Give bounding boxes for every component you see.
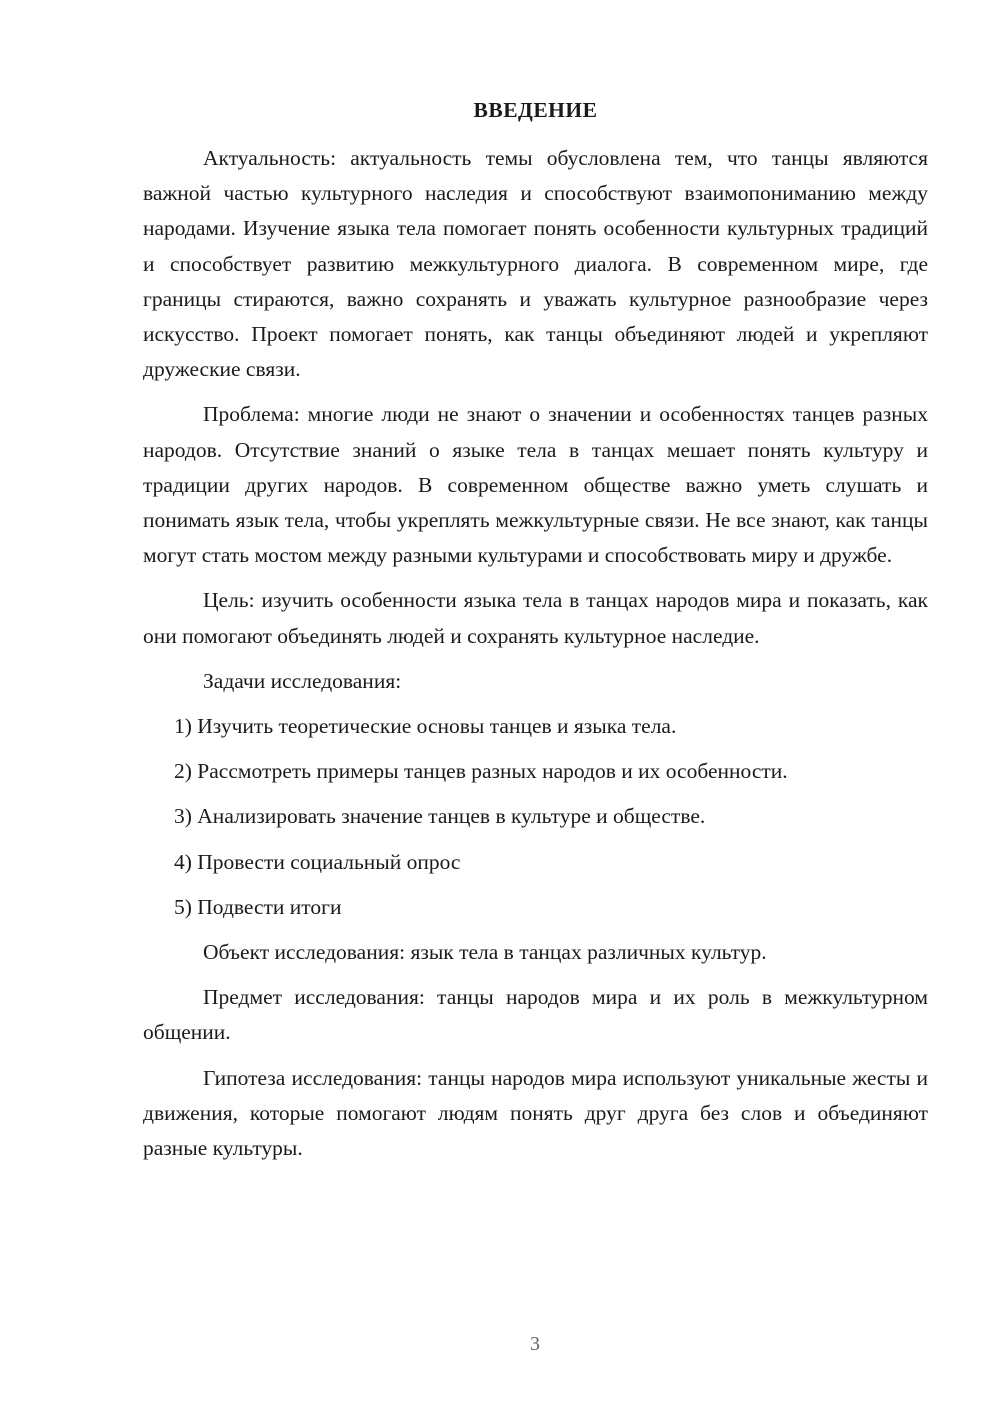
page-title: ВВЕДЕНИЕ	[473, 98, 598, 122]
list-item: 2) Рассмотреть примеры танцев разных народов и их особенности.	[174, 759, 788, 784]
relevance-paragraph: Актуальность: актуальность темы обусловлена тем, что танцы являются важной частью культурного наследия и способствуют взаимопониманию между народами. Изучение языка тела помогает понять особенности культурных традиций и способствует развитию межкультурного диалога. В современном мире, где границы стираются, важно сохранять и уважать культурное разнообразие через искусство. Проект помогает понять, как танцы объединяют людей и укрепляют дружеские связи.	[143, 146, 928, 382]
list-item: 3) Анализировать значение танцев в культуре и обществе.	[174, 804, 706, 829]
list-item: 4) Провести социальный опрос	[174, 849, 461, 874]
document-page	[143, 95, 928, 1176]
hypothesis-paragraph: Гипотеза исследования: танцы народов мира используют уникальные жесты и движения, которые помогают людям понять друг друга без слов и объединяют разные культуры.	[143, 1065, 928, 1161]
problem-paragraph: Проблема: многие люди не знают о значении и особенностях танцев разных народов. Отсутствие знаний о языке тела в танцах мешает понять культуру и традиции других народов. В современном обществе важно уметь слушать и понимать язык тела, чтобы укреплять межкультурные связи. Не все знают, как танцы могут стать мостом между разными культурами и способствовать миру и дружбе.	[143, 402, 928, 568]
list-item: 1) Изучить теоретические основы танцев и языка тела.	[174, 714, 677, 739]
object-paragraph: Объект исследования: язык тела в танцах различных культур.	[203, 940, 767, 965]
subject-paragraph: Предмет исследования: танцы народов мира и их роль в межкультурном общении.	[143, 985, 928, 1045]
page-number: 3	[530, 1333, 540, 1355]
tasks-list	[143, 709, 928, 925]
list-item: 5) Подвести итоги	[174, 894, 342, 919]
tasks-heading: Задачи исследования:	[203, 668, 402, 693]
goal-paragraph: Цель: изучить особенности языка тела в танцах народов мира и показать, как они помогают объединять людей и сохранять культурное наследие.	[143, 588, 928, 648]
